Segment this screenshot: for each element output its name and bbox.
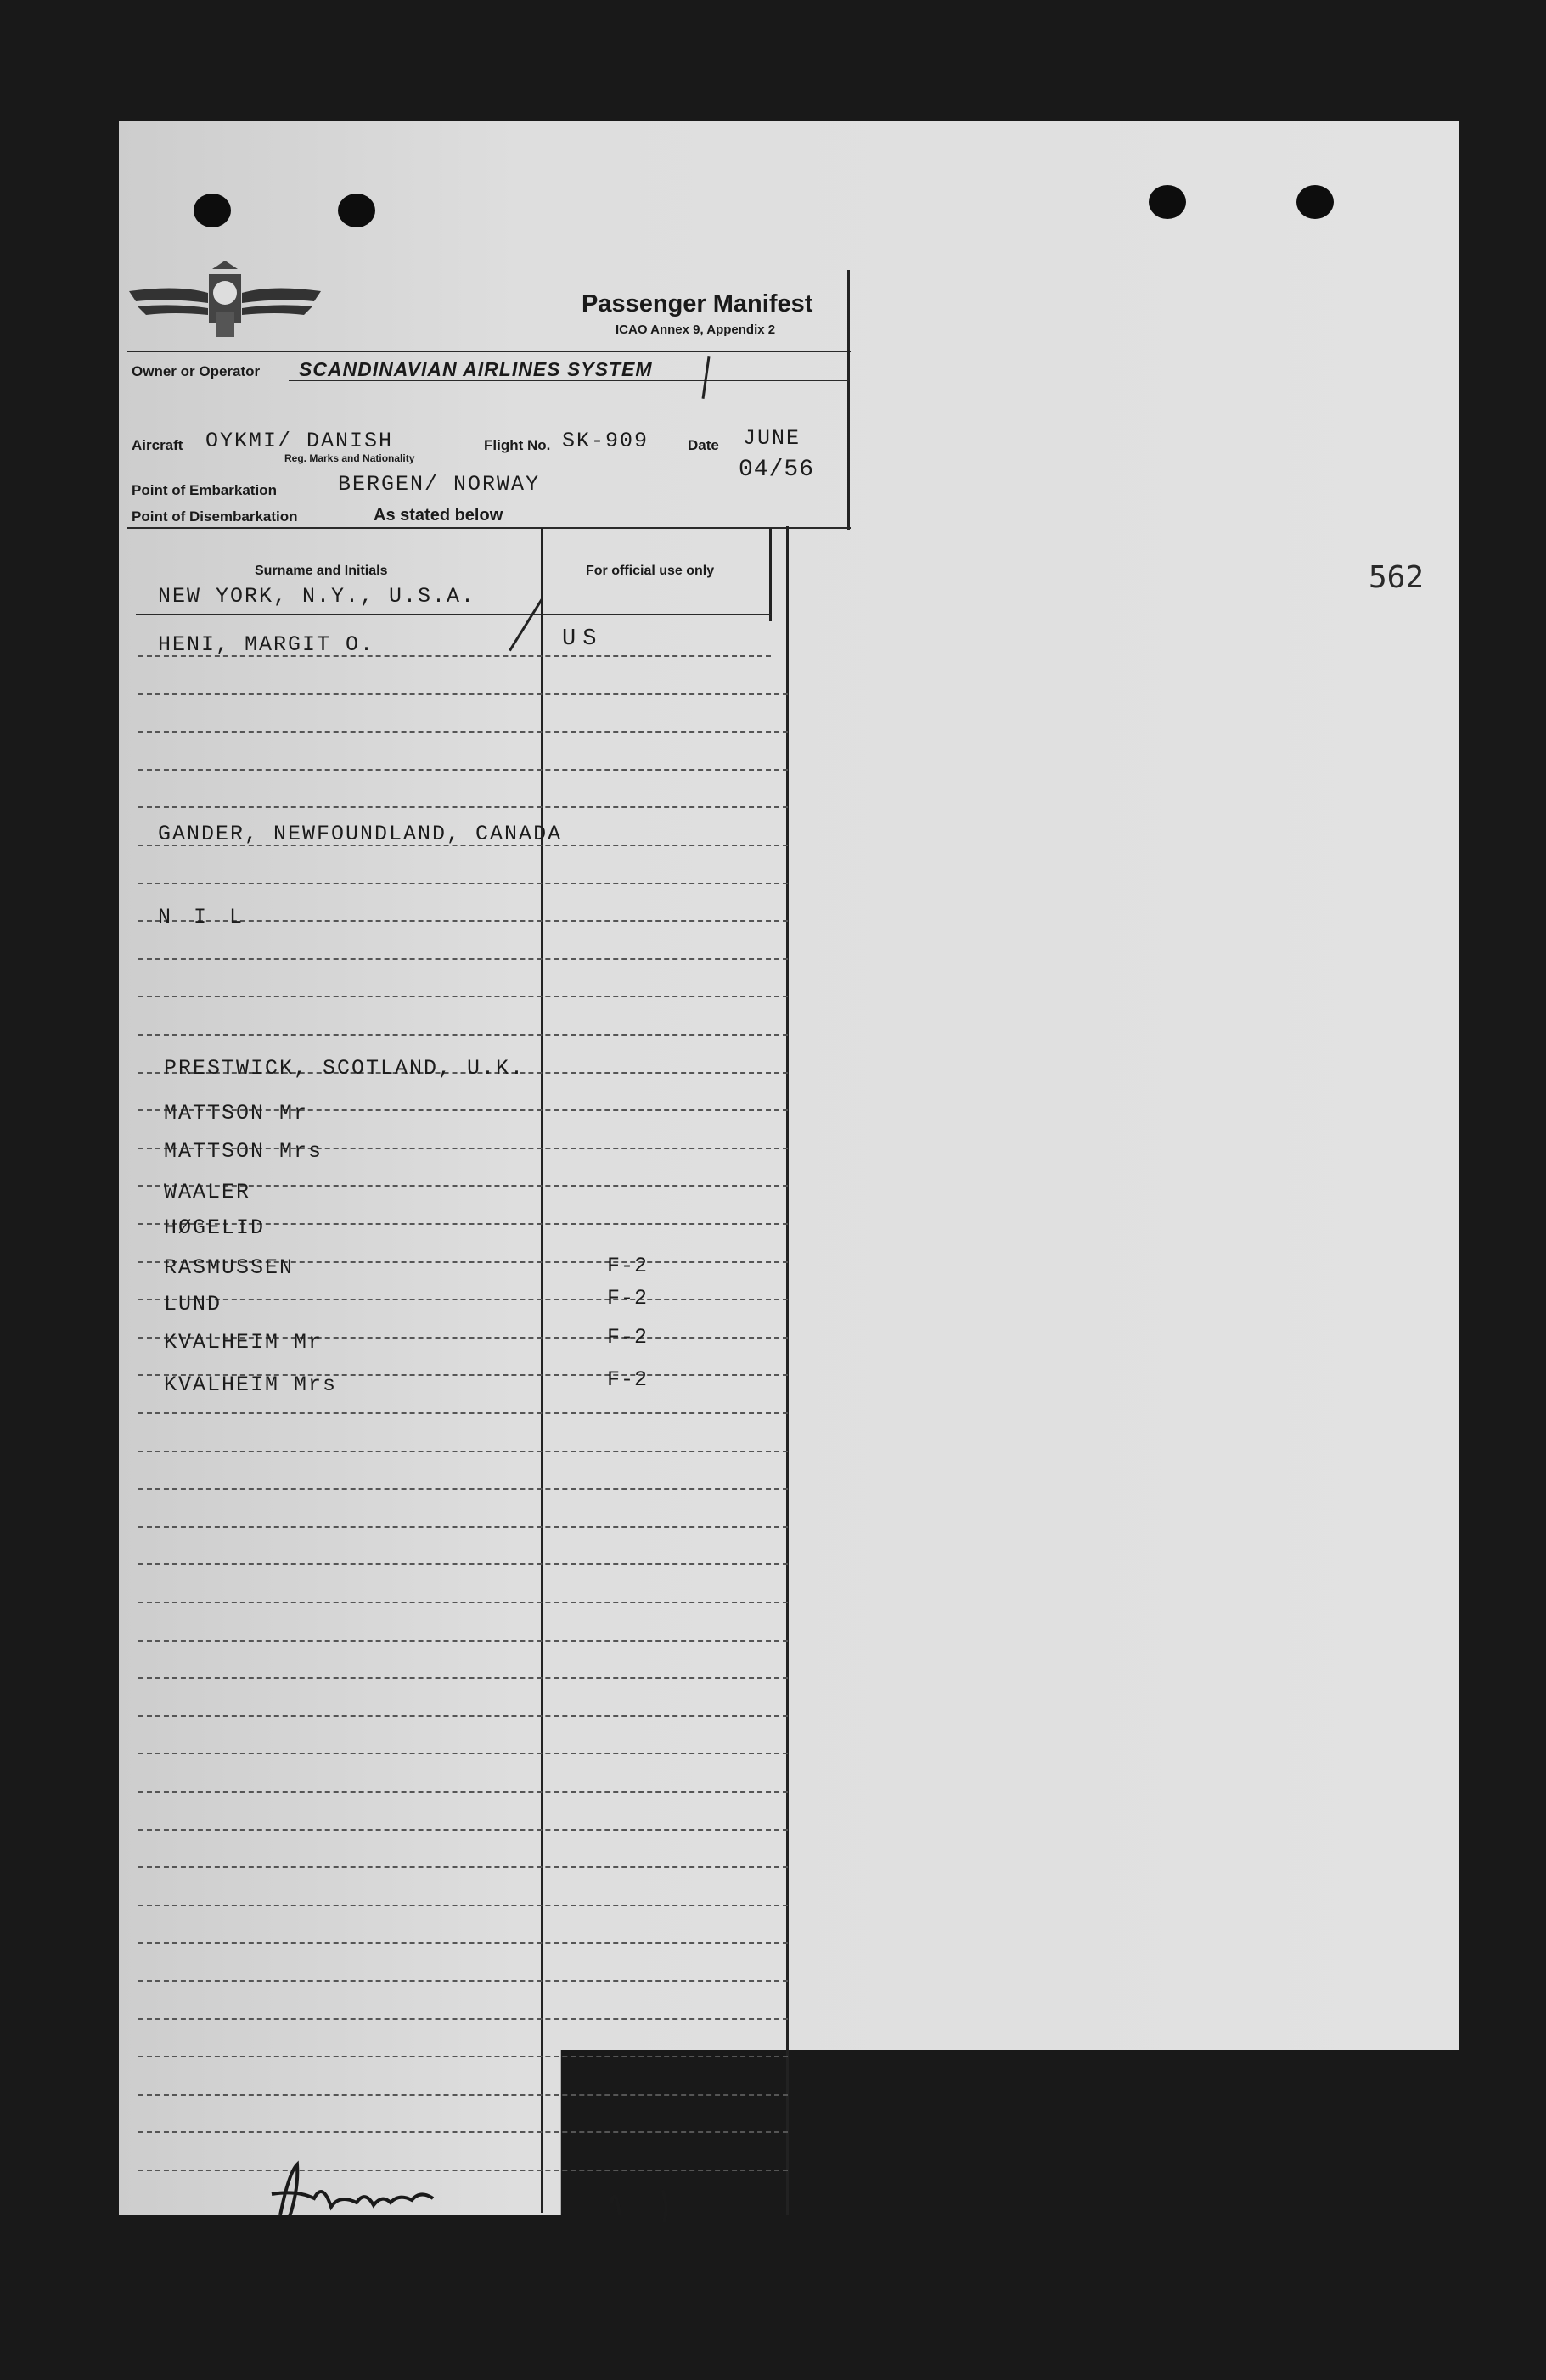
disembark-value: As stated below (374, 506, 503, 525)
punch-hole (194, 194, 231, 227)
table-rule-line (138, 2018, 788, 2020)
row-name: GANDER, NEWFOUNDLAND, CANADA (158, 822, 563, 846)
table-rule-line (138, 1791, 788, 1793)
column-header-official: For official use only (586, 564, 715, 578)
row-name: WAALER (164, 1180, 251, 1204)
row-name: HØGELID (164, 1215, 266, 1240)
flight-label: Flight No. (484, 437, 551, 453)
embark-label: Point of Embarkation (132, 482, 277, 498)
row-official-note: F-2 (607, 1254, 649, 1278)
table-right-border-lower (786, 526, 789, 2215)
table-rule-line (138, 1753, 788, 1754)
table-rule-line (138, 2094, 788, 2096)
embark-value: BERGEN/ NORWAY (338, 472, 541, 497)
date-label: Date (688, 437, 719, 453)
header-top-line (127, 351, 851, 352)
table-rule-line (138, 731, 788, 733)
table-rule-line (138, 2056, 788, 2057)
table-rule-line (138, 1451, 788, 1452)
punch-hole (338, 194, 375, 227)
form-subtitle: ICAO Annex 9, Appendix 2 (616, 323, 776, 337)
row-official-note: US (562, 626, 604, 652)
table-rule-line (138, 769, 788, 771)
table-rule-line (138, 1526, 788, 1528)
form-title: Passenger Manifest (582, 290, 813, 317)
row-official-note: F-2 (607, 1286, 649, 1311)
header-bottom-line (127, 527, 851, 529)
row-official-note: F-2 (607, 1367, 649, 1392)
row-name: NEW YORK, N.Y., U.S.A. (158, 584, 476, 609)
table-rule-line (138, 1942, 788, 1944)
column-header-line (136, 614, 771, 615)
table-rule-line (138, 1563, 788, 1565)
table-rule-line (138, 1640, 788, 1642)
row-name: LUND (164, 1292, 222, 1316)
table-rule-line (138, 2131, 788, 2133)
table-rule-line (138, 1299, 788, 1300)
row-name: HENI, MARGIT O. (158, 632, 375, 657)
column-divider (541, 528, 543, 2213)
punch-hole (1149, 185, 1186, 219)
table-right-border (769, 528, 772, 621)
table-rule-line (138, 996, 788, 997)
table-rule-line (138, 958, 788, 960)
punch-hole (1296, 185, 1334, 219)
table-rule-line (138, 1980, 788, 1982)
row-name: RASMUSSEN (164, 1255, 295, 1280)
table-rule-line (138, 1677, 788, 1679)
table-rule-line (138, 1412, 788, 1414)
aircraft-label: Aircraft (132, 437, 183, 453)
page-number: 562 (1369, 560, 1425, 595)
date-value-month: JUNE (743, 426, 801, 451)
row-name: MATTSON Mrs (164, 1139, 323, 1164)
disembark-label: Point of Disembarkation (132, 508, 298, 525)
date-value-day: 04/56 (739, 457, 815, 483)
owner-value: SCANDINAVIAN AIRLINES SYSTEM (299, 358, 653, 380)
flight-value: SK-909 (562, 429, 649, 453)
table-rule-line (138, 1602, 788, 1603)
table-rule-line (138, 1715, 788, 1717)
row-name: N I L (158, 905, 248, 929)
row-name: MATTSON Mr (164, 1101, 309, 1125)
row-official-note: F-2 (607, 1325, 649, 1350)
table-rule-line (138, 1034, 788, 1036)
sas-wings-logo (127, 259, 323, 344)
row-name: PRESTWICK, SCOTLAND, U.K. (164, 1056, 526, 1081)
row-name: KVALHEIM Mrs (164, 1372, 338, 1397)
aircraft-value: OYKMI/ DANISH (205, 429, 394, 453)
row-name: KVALHEIM Mr (164, 1330, 323, 1355)
owner-label: Owner or Operator (132, 363, 261, 379)
table-rule-line (138, 1829, 788, 1831)
handwritten-signature (263, 2156, 705, 2224)
header-right-border (847, 270, 850, 530)
table-rule-line (138, 1905, 788, 1906)
table-rule-line (138, 806, 788, 808)
reg-label: Reg. Marks and Nationality (284, 452, 415, 464)
table-rule-line (138, 1866, 788, 1868)
table-rule-line (138, 883, 788, 884)
table-rule-line (138, 1488, 788, 1490)
column-header-name: Surname and Initials (255, 564, 388, 578)
table-rule-line (138, 693, 788, 695)
